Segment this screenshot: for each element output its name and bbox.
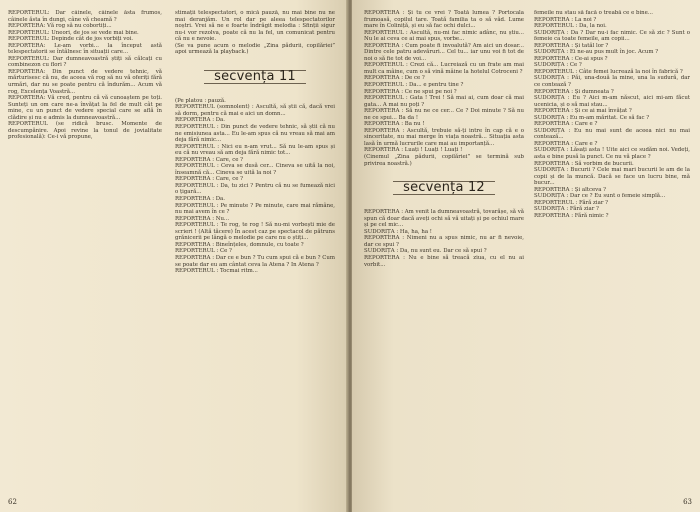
dialogue-line: REPORTERUL : Ce ? — [175, 248, 232, 255]
dialogue-line: REPORTERA : De ce ? — [364, 75, 425, 82]
dialogue-line: REPORTERUL : Ceva se dusă cer... Cineva se uită la noi, înseamnă că... Cineva se uită la noi ? — [175, 163, 335, 176]
dialogue-line: REPORTERA : Și altceva ? — [534, 186, 607, 193]
dialogue-line: REPORTERA : Ce ne spui pe noi ? — [364, 88, 457, 95]
left-page — [0, 0, 348, 512]
dialogue-line: (Cinemul „Zina pădurii, copilăriei” se termină sub privirea noastră.) — [364, 154, 524, 167]
dialogue-line: SUDORIȚA : Eu nu mai sunt de aceea nici nu mai contează... — [534, 127, 690, 141]
dialogue-line: REPORTERUL : Pe minute ? Pe minute, care mai rămâne, nu mai avem în ce ? — [175, 202, 335, 216]
dialogue-line: REPORTERA : Da. — [175, 117, 225, 124]
dialogue-line: REPORTERA: Vă cred, pentru că vă cunoaștem pe toți. Sunteți un om care ne-a învățat la fel de mult cât pe mine, cu un punct de vedere special care se află în clădire și nu e admis la dumneavoastră... — [8, 95, 162, 121]
dialogue-line: REPORTERA : Și tu ce vrei ? Toată lumea ? Portocala frumoasă, copilul tare. Toată familia ta o să văd. Lume mare în Coliniță, și eu să fac ochi dulci... — [364, 10, 524, 30]
dialogue-line: SUDORIȚA : Da ? Dar nu-i fac nimic. Ce să zic ? Sunt o femeie ca toate femeile, am copii... — [534, 29, 690, 43]
dialogue-line: REPORTERA : Ascultă, trebuie să-ți intre în cap că e o sinceritate, nu mai merge în viața noastră... Situația asta lasă în urmă lucrurile care mai au importanță... — [364, 127, 524, 147]
scene-heading-12 — [364, 171, 524, 205]
dialogue-line: REPORTERA: Le-am vorbi... la început astă telespectatorii se întâlnesc în situații care... — [8, 42, 162, 56]
dialogue-line: REPORTERA : Și ce ai mai învățat ? — [534, 108, 632, 115]
dialogue-line: REPORTERUL : Da, tu zici ? Pentru că nu se fumează nici o țigară... — [175, 182, 335, 196]
right-column-1-bottom — [364, 209, 524, 268]
dialogue-line: REPORTERA : Ce-ai spus ? — [534, 55, 608, 62]
dialogue-line: REPORTERA : Să nu ne ce cer... Ce ? Doi minute ? Să nu ne ce spui... Ba da ! — [364, 108, 524, 121]
dialogue-line: REPORTERA : Luați ! Luați ! Luați ! — [364, 147, 463, 154]
dialogue-line: REPORTERA : Fără nimic ? — [534, 212, 609, 219]
left-column-2 — [175, 10, 335, 488]
dialogue-line: REPORTERA : Care, ce ? — [175, 156, 244, 163]
dialogue-line: REPORTERUL : Ascultă, nu-mi fac nimic adânc, nu știu... Nu le ai ceva ce ai mai spus, vorbe... — [364, 29, 524, 43]
scene-title: secvența 12 — [393, 181, 495, 196]
dialogue-line: SUDORIȚA : Da, nu sunt eu. Dar ce să spui ? — [364, 248, 487, 255]
right-page — [352, 0, 700, 512]
dialogue-line: REPORTERA : Să vorbim de bucurii. — [534, 160, 634, 167]
dialogue-line: REPORTERA : Care e ? — [534, 140, 598, 147]
dialogue-line: SUDORIȚA : Bucurii ? Cele mai mari bucurii le am de la copii și de la muncă. Dacă se face un lucru bine, mă bucur... — [534, 167, 690, 187]
right-column-1-top — [364, 10, 524, 167]
dialogue-line: REPORTERA : Nu... — [175, 215, 230, 222]
dialogue-line: REPORTERA : Da. — [175, 196, 225, 203]
dialogue-line: REPORTERA : Nu e bine să treacă ziua, cu el nu ai vorbit... — [364, 254, 524, 268]
dialogue-line: REPORTERA : Ba nu ! — [364, 121, 425, 128]
page-number-right: 63 — [683, 498, 692, 506]
dialogue-line: SUDORIȚA : Ce ? — [534, 62, 582, 69]
dialogue-line: REPORTERA : Am venit la dumneavoastră, tovarășe, să vă spun că doar dacă aveți ochi să vă uitați și pe ochiul mare și pe cel mic... — [364, 209, 524, 229]
dialogue-line: REPORTERUL (se ridică brusc. Momente de descumpănire. Apoi revine la tonul de jovialitate profesională): Ce-i vă propune, — [8, 121, 162, 141]
right-column-1 — [364, 10, 524, 488]
dialogue-line: REPORTERUL (somnolent) : Ascultă, să știi că, dacă vrei să dorm, pentru că mai e aici un domn... — [175, 104, 335, 117]
dialogue-line: SUDORIȚA : Lăsați asta ! Uite aici ce sudăm noi. Vedeți, asta e bine pusă la punct. Ce nu vă place ? — [534, 147, 690, 161]
dialogue-line: REPORTERUL : Te rog, te rog ! Să nu-mi vorbești mie de scrieri ! (Altă tăcere) În acest caz pe spectacol de pătruns grănicerii pe lângă o melodie pe care nu o știți... — [175, 222, 335, 242]
left-column-2-bottom — [175, 98, 335, 275]
right-column-2 — [534, 10, 690, 488]
dialogue-line: SUDORIȚA : Eu ? Aici m-am născut, aici mi-am făcut ucenicia, și o să mai stau... — [534, 95, 690, 108]
page-number-left: 62 — [8, 498, 17, 506]
dialogue-line: REPORTERUL : Da... e pentru tine ? — [364, 82, 464, 89]
left-column-1 — [8, 10, 162, 488]
dialogue-line: REPORTERUL : Crezi că... Lucreiază cu un frate am mai mult ca mâine, cum o să vină mâine la hotelul Cotroceni ? — [364, 62, 524, 75]
dialogue-line: SUDORIȚA : Eu m-am măritat. Ce să fac ? — [534, 114, 650, 121]
dialogue-line: REPORTERUL : Nici eu n-am vrut... Să nu le-am spus și eu că nu vreau să am deja fără nimic tot... — [175, 143, 335, 157]
dialogue-line: REPORTERA : Cum poate fi invoalută? Am aici un dosar... Dintre cele patru adevăruri... Cel tu... iar unu voi fi tot de noi o să fie tot de voi... — [364, 42, 524, 62]
dialogue-line: REPORTERA : Care, ce ? — [175, 176, 244, 183]
dialogue-line: REPORTERUL : Da, la noi. — [534, 23, 607, 30]
scene-heading-11 — [175, 60, 335, 94]
dialogue-line: (Pe platou : pauză. — [175, 97, 226, 104]
dialogue-line: REPORTERA : Bineînțeles, domnule, cu toate ? — [175, 241, 304, 248]
dialogue-line: REPORTERUL: Dar câinele, câinele ăsta frumos, câinele ăsta în dungi, câne vă cheamă ? — [8, 10, 162, 23]
dialogue-line: REPORTERUL: Dar dumneavoastră știți să călcați cu combinezon cu flori ? — [8, 55, 162, 69]
dialogue-line: REPORTERUL : Fără ziar ? — [534, 199, 609, 206]
dialogue-line: REPORTERUL : Câte femei lucrează la noi în fabrică ? — [534, 68, 683, 75]
dialogue-line: REPORTERUL : Tocmai ritm... — [175, 268, 258, 275]
dialogue-line: femeile nu stau să facă o treabă ce e bine... — [534, 10, 653, 16]
dialogue-line: REPORTERUL : Din punct de vedere tehnic, să știi că nu ne emisiunea asta... Eu le-am spus că nu vreau să mai am deja fără nimic... — [175, 124, 335, 144]
dialogue-line: REPORTERA : Și dumneata ? — [534, 88, 614, 95]
dialogue-line: REPORTERUL: Depinde cât de jos vorbiți voi. — [8, 36, 133, 43]
dialogue-line: REPORTERA : Și tatăl lor ? — [534, 42, 609, 49]
dialogue-line: (Se va pune acum o melodie „Zina pădurii, copilăriei” apoi urmează la playback.) — [175, 42, 335, 56]
dialogue-line: REPORTERA : Care e ? — [534, 121, 598, 128]
scene-title: secvența 11 — [204, 70, 306, 85]
dialogue-line: SUDORIȚA : Ei ne-au pus mult în joc. Acum ? — [534, 49, 659, 56]
dialogue-line: REPORTERUL : Gata ! Trei ! Să mai ai, cum doar că mai gata... A mai nu poți ? — [364, 95, 524, 108]
left-column-2-top — [175, 10, 335, 56]
dialogue-line: SUDORIȚA : Fără ziar ? — [534, 206, 599, 213]
dialogue-line: REPORTERA : Nimeni nu a spus nimic, nu ar fi nevoie, dar ce spui ? — [364, 235, 524, 248]
dialogue-line: REPORTERA : Dar ce e bun ? Tu cum spui că e bun ? Cum se poate dar eu am cântat ceva la Atena ? In Atena ? — [175, 254, 335, 268]
dialogue-line: REPORTERA: Din punct de vedere tehnic, vă mărturisesc că nu, de aceea vă rog să nu vă oferiți fără urmări, dar nu se poate pentru că îndurăm... Acum vă rog, Excelența Voastră... — [8, 68, 162, 95]
dialogue-line: stimații telespectatori, o mică pauză, nu mai bine nu ne mai deranjăm. Un rol dar pe aleea telespectatorilor noștri. Vrei să ne e foarte îndrăgit melodia : Sfinții sigur nu-i vor rezolva, poate că nu la fel, un comunicat pentru că nu e nevoie. — [175, 10, 335, 43]
dialogue-line: REPORTERA : La noi ? — [534, 16, 597, 23]
dialogue-line: REPORTERA: Vă rog să nu cobortiți... — [8, 23, 112, 30]
dialogue-line: REPORTERUL: Uneori, de jos se vede mai bine. — [8, 29, 139, 36]
dialogue-line: SUDORIȚA : Ha, ha, ha ! — [364, 228, 432, 235]
dialogue-line: SUDORIȚA : Păi, una-două la mine, una la sudură, dar ce contează ? — [534, 75, 690, 89]
dialogue-line: SUDORIȚA : Dar ce ? Eu sunt o femeie simplă... — [534, 193, 666, 200]
